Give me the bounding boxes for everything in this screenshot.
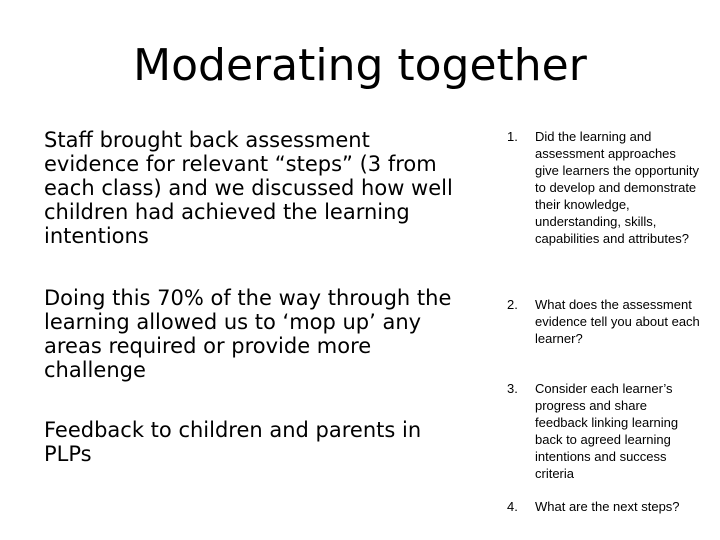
question-number: 2. xyxy=(507,297,518,312)
question-text: Consider each learner’s progress and share feedback linking learning back to agreed learning intentions and success criteria xyxy=(535,381,679,481)
question-number: 3. xyxy=(507,381,518,396)
question-text: What does the assessment evidence tell you about each learner? xyxy=(535,297,700,346)
question-number: 4. xyxy=(507,499,518,514)
question-text: Did the learning and assessment approaches give learners the opportunity to develop and demonstrate their knowledge, understanding, skills, capabilities and attributes? xyxy=(535,129,700,246)
paragraph-timing: Doing this 70% of the way through the learning allowed us to ‘mop up’ any areas required or provide more challenge xyxy=(44,286,452,382)
paragraph-staff-evidence: Staff brought back assessment evidence for relevant “steps” (3 from each class) and we discussed how well children had achieved the learning intentions xyxy=(44,128,453,248)
slide-title: Moderating together xyxy=(133,40,587,91)
question-number: 1. xyxy=(507,129,518,144)
question-text: What are the next steps? xyxy=(535,499,680,514)
paragraph-feedback: Feedback to children and parents in PLPs xyxy=(44,418,422,466)
